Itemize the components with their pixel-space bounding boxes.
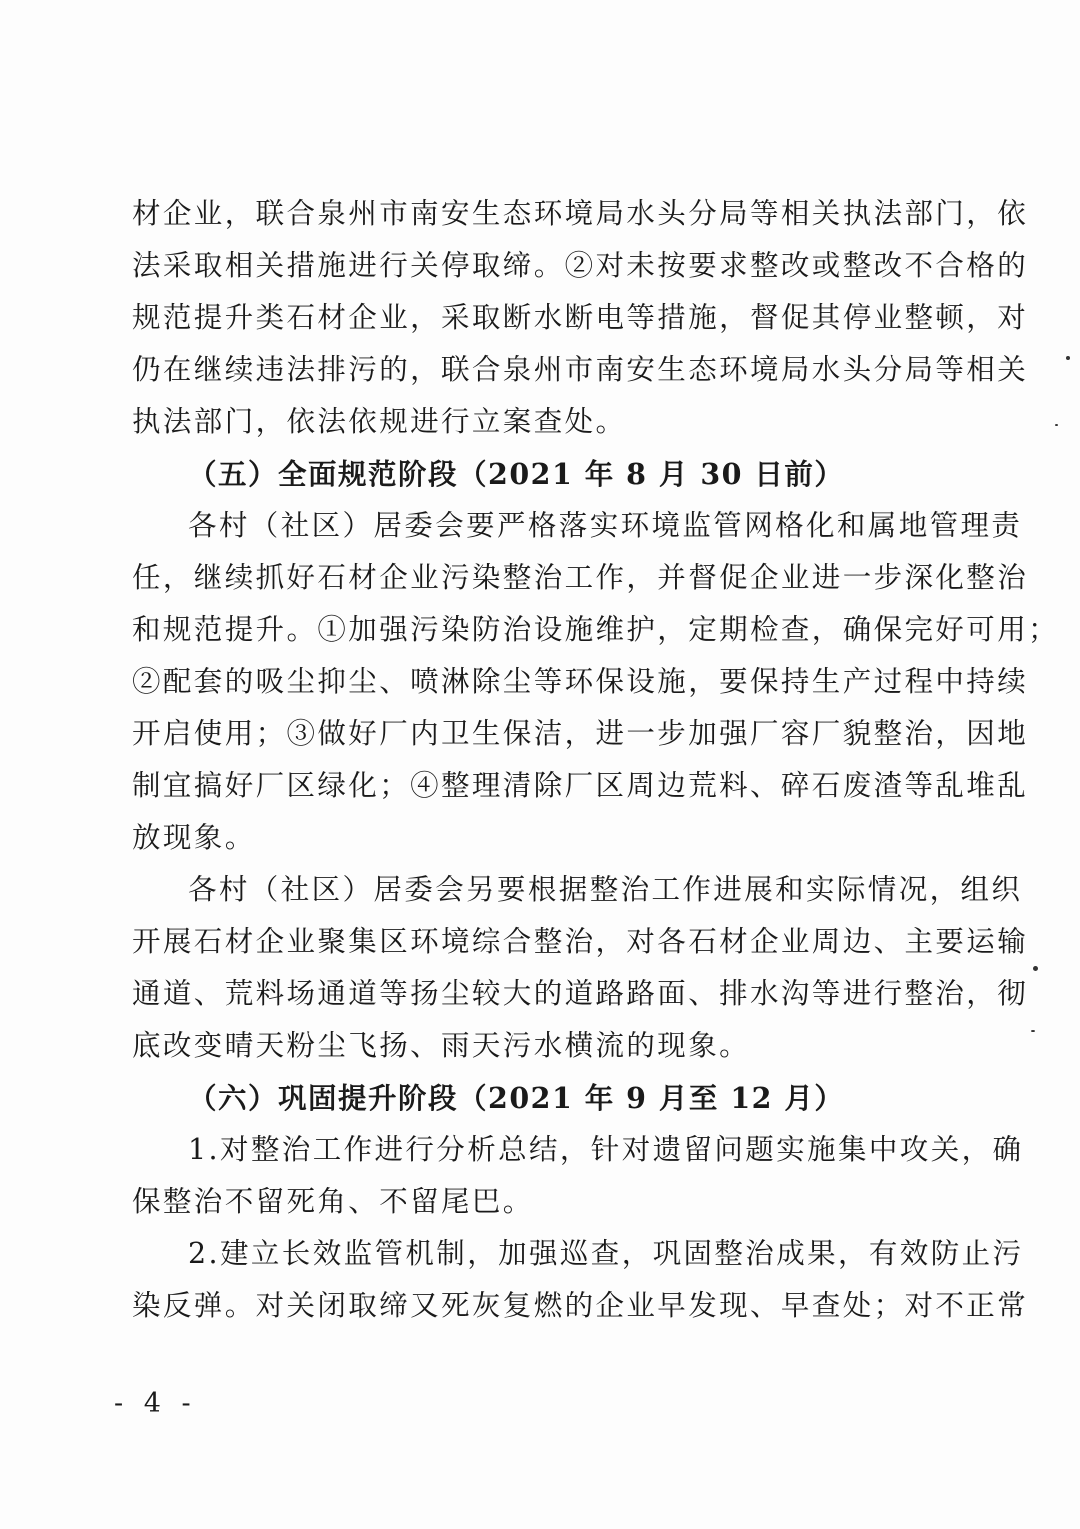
scan-speck	[1055, 424, 1058, 426]
paragraph-line: 制宜搞好厂区绿化；④整理清除厂区周边荒料、碎石废渣等乱堆乱	[132, 769, 1029, 802]
paragraph-line: ②配套的吸尘抑尘、喷淋除尘等环保设施，要保持生产过程中持续	[132, 665, 1029, 698]
body-line: 仍在继续违法排污的，联合泉州市南安生态环境局水头分局等相关	[132, 353, 1029, 386]
paragraph-line: 开启使用；③做好厂内卫生保洁，进一步加强厂容厂貌整治，因地	[132, 717, 1029, 750]
paragraph-line: 各村（社区）居委会另要根据整治工作进展和实际情况，组织	[188, 873, 1023, 906]
paragraph-line: 各村（社区）居委会要严格落实环境监管网格化和属地管理责	[188, 509, 1023, 542]
body-line: 法采取相关措施进行关停取缔。②对未按要求整改或整改不合格的	[132, 249, 1029, 282]
section-heading-6: （六）巩固提升阶段（2021 年 9 月至 12 月）	[188, 1081, 845, 1115]
scan-speck	[1066, 356, 1070, 360]
paragraph-line: 放现象。	[132, 821, 256, 854]
scan-speck	[1033, 966, 1038, 971]
list-item-line: 2.建立长效监管机制，加强巡查，巩固整治成果，有效防止污	[188, 1237, 1024, 1270]
page-number: - 4 -	[114, 1388, 197, 1419]
body-line: 规范提升类石材企业，采取断水断电等措施，督促其停业整顿，对	[132, 301, 1029, 334]
paragraph-line: 通道、荒料场通道等扬尘较大的道路路面、排水沟等进行整治，彻	[132, 977, 1029, 1010]
paragraph-line: 和规范提升。①加强污染防治设施维护，定期检查，确保完好可用；	[132, 613, 1060, 646]
paragraph-line: 任，继续抓好石材企业污染整治工作，并督促企业进一步深化整治	[132, 561, 1029, 594]
list-item-line: 1.对整治工作进行分析总结，针对遗留问题实施集中攻关，确	[188, 1133, 1024, 1166]
list-item-line: 保整治不留死角、不留尾巴。	[132, 1185, 534, 1218]
scan-speck	[1031, 1030, 1035, 1032]
paragraph-line: 底改变晴天粉尘飞扬、雨天污水横流的现象。	[132, 1029, 751, 1062]
section-heading-5: （五）全面规范阶段（2021 年 8 月 30 日前）	[188, 457, 845, 491]
body-line: 材企业，联合泉州市南安生态环境局水头分局等相关执法部门，依	[132, 197, 1029, 230]
body-line: 执法部门，依法依规进行立案查处。	[132, 405, 627, 438]
document-body	[132, 188, 1060, 1332]
paragraph-line: 开展石材企业聚集区环境综合整治，对各石材企业周边、主要运输	[132, 925, 1029, 958]
list-item-line: 染反弹。对关闭取缔又死灰复燃的企业早发现、早查处；对不正常	[132, 1289, 1029, 1322]
